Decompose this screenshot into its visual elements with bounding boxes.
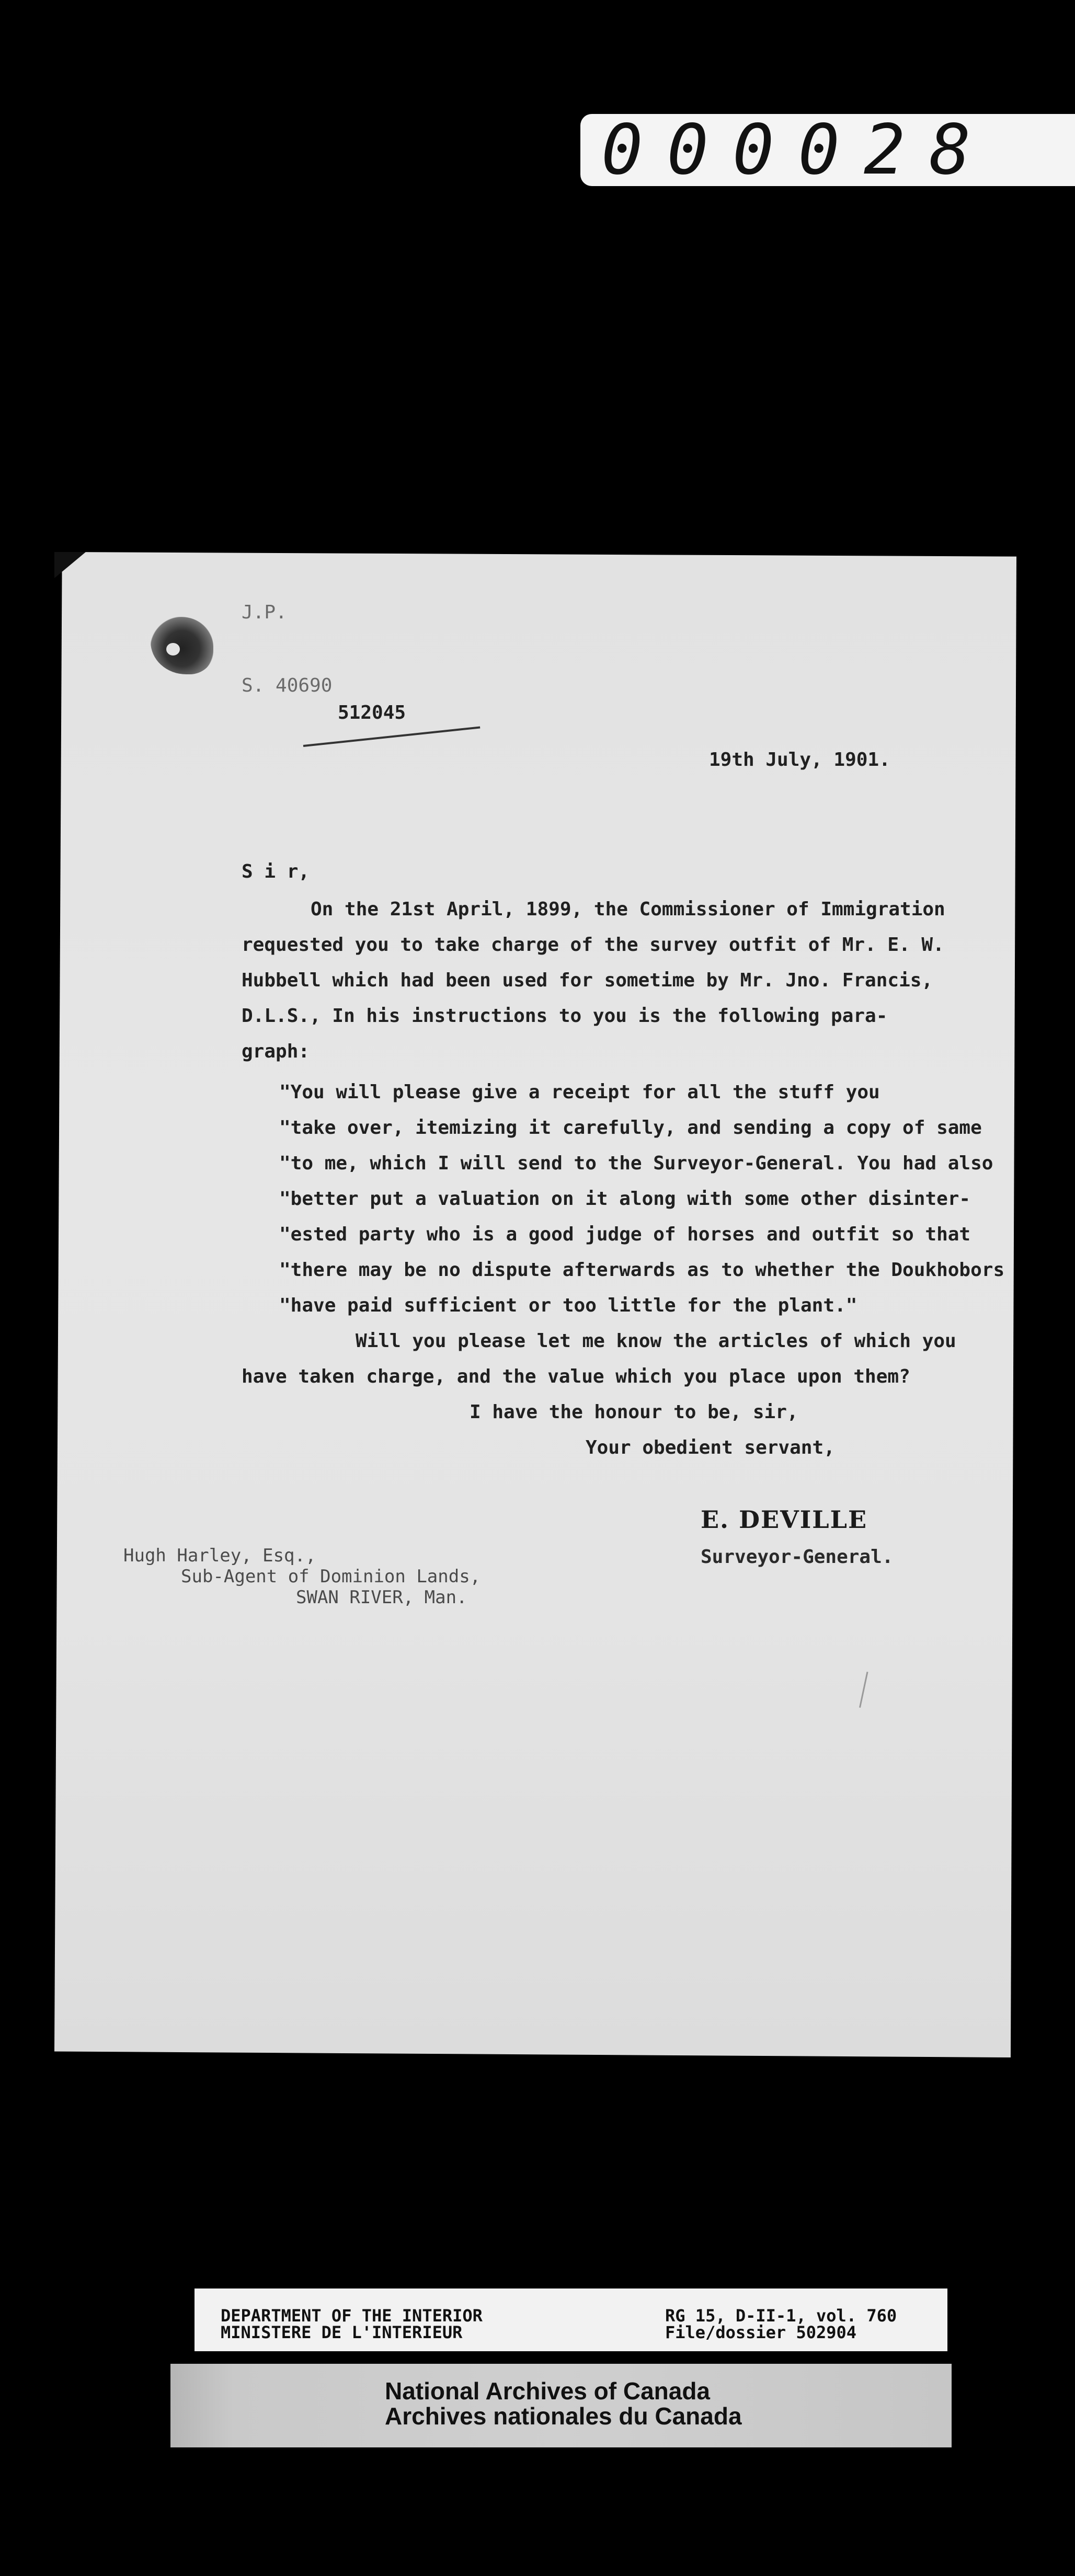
archives-banner: [170, 2364, 952, 2447]
body-line: graph:: [242, 1041, 310, 1062]
letter-date: 19th July, 1901.: [709, 749, 890, 770]
quote-line: "take over, itemizing it carefully, and sending a copy of same: [279, 1117, 982, 1138]
closing-line: Your obedient servant,: [586, 1437, 835, 1458]
department-fr: MINISTERE DE L'INTERIEUR: [221, 2322, 463, 2342]
archive-reference-label: [195, 2288, 947, 2351]
body-line: Will you please let me know the articles of which you: [356, 1330, 956, 1352]
record-reference: [665, 2307, 897, 2341]
rg-reference: RG 15, D-II-1, vol. 760: [665, 2306, 897, 2326]
body-line: have taken charge, and the value which you place upon them?: [242, 1366, 910, 1387]
address-line: Sub-Agent of Dominion Lands,: [181, 1566, 481, 1587]
file-reference-secondary: 512045: [338, 702, 406, 723]
address-line: SWAN RIVER, Man.: [296, 1587, 467, 1608]
initials: J.P.: [242, 602, 287, 623]
body-line: On the 21st April, 1899, the Commissioner of Immigration: [311, 899, 945, 920]
archives-en: National Archives of Canada: [385, 2377, 711, 2405]
quote-line: "have paid sufficient or too little for the plant.": [279, 1295, 857, 1316]
archives-fr: Archives nationales du Canada: [385, 2402, 742, 2430]
department-en: DEPARTMENT OF THE INTERIOR: [221, 2306, 483, 2326]
file-dossier: File/dossier 502904: [665, 2322, 857, 2342]
archives-names: [385, 2378, 742, 2429]
quote-line: "ested party who is a good judge of horses and outfit so that: [279, 1224, 971, 1245]
quote-line: "there may be no dispute afterwards as to whether the Doukhobors: [279, 1259, 1005, 1281]
body-line: Hubbell which had been used for sometime by Mr. Jno. Francis,: [242, 970, 933, 991]
quote-line: "You will please give a receipt for all the stuff you: [279, 1082, 880, 1103]
closing-line: I have the honour to be, sir,: [470, 1401, 798, 1423]
frame-number: 000028: [601, 110, 995, 190]
signature-title: Surveyor-General.: [701, 1546, 894, 1568]
address-line: Hugh Harley, Esq.,: [123, 1545, 316, 1566]
ink-smudge-highlight: [166, 643, 180, 656]
quote-line: "to me, which I will send to the Surveyor-General. You had also: [279, 1153, 993, 1174]
file-reference: S. 40690: [242, 675, 333, 696]
quote-line: "better put a valuation on it along with some other disinter-: [279, 1188, 971, 1210]
signature: E. DEVILLE: [701, 1505, 867, 1534]
body-line: requested you to take charge of the survey outfit of Mr. E. W.: [242, 934, 944, 956]
frame-number-plate: [580, 110, 1075, 190]
salutation: S i r,: [242, 861, 310, 882]
sheet-folded-corner: [54, 552, 86, 578]
body-line: D.L.S., In his instructions to you is the following para-: [242, 1005, 888, 1027]
department-names: [221, 2307, 483, 2341]
